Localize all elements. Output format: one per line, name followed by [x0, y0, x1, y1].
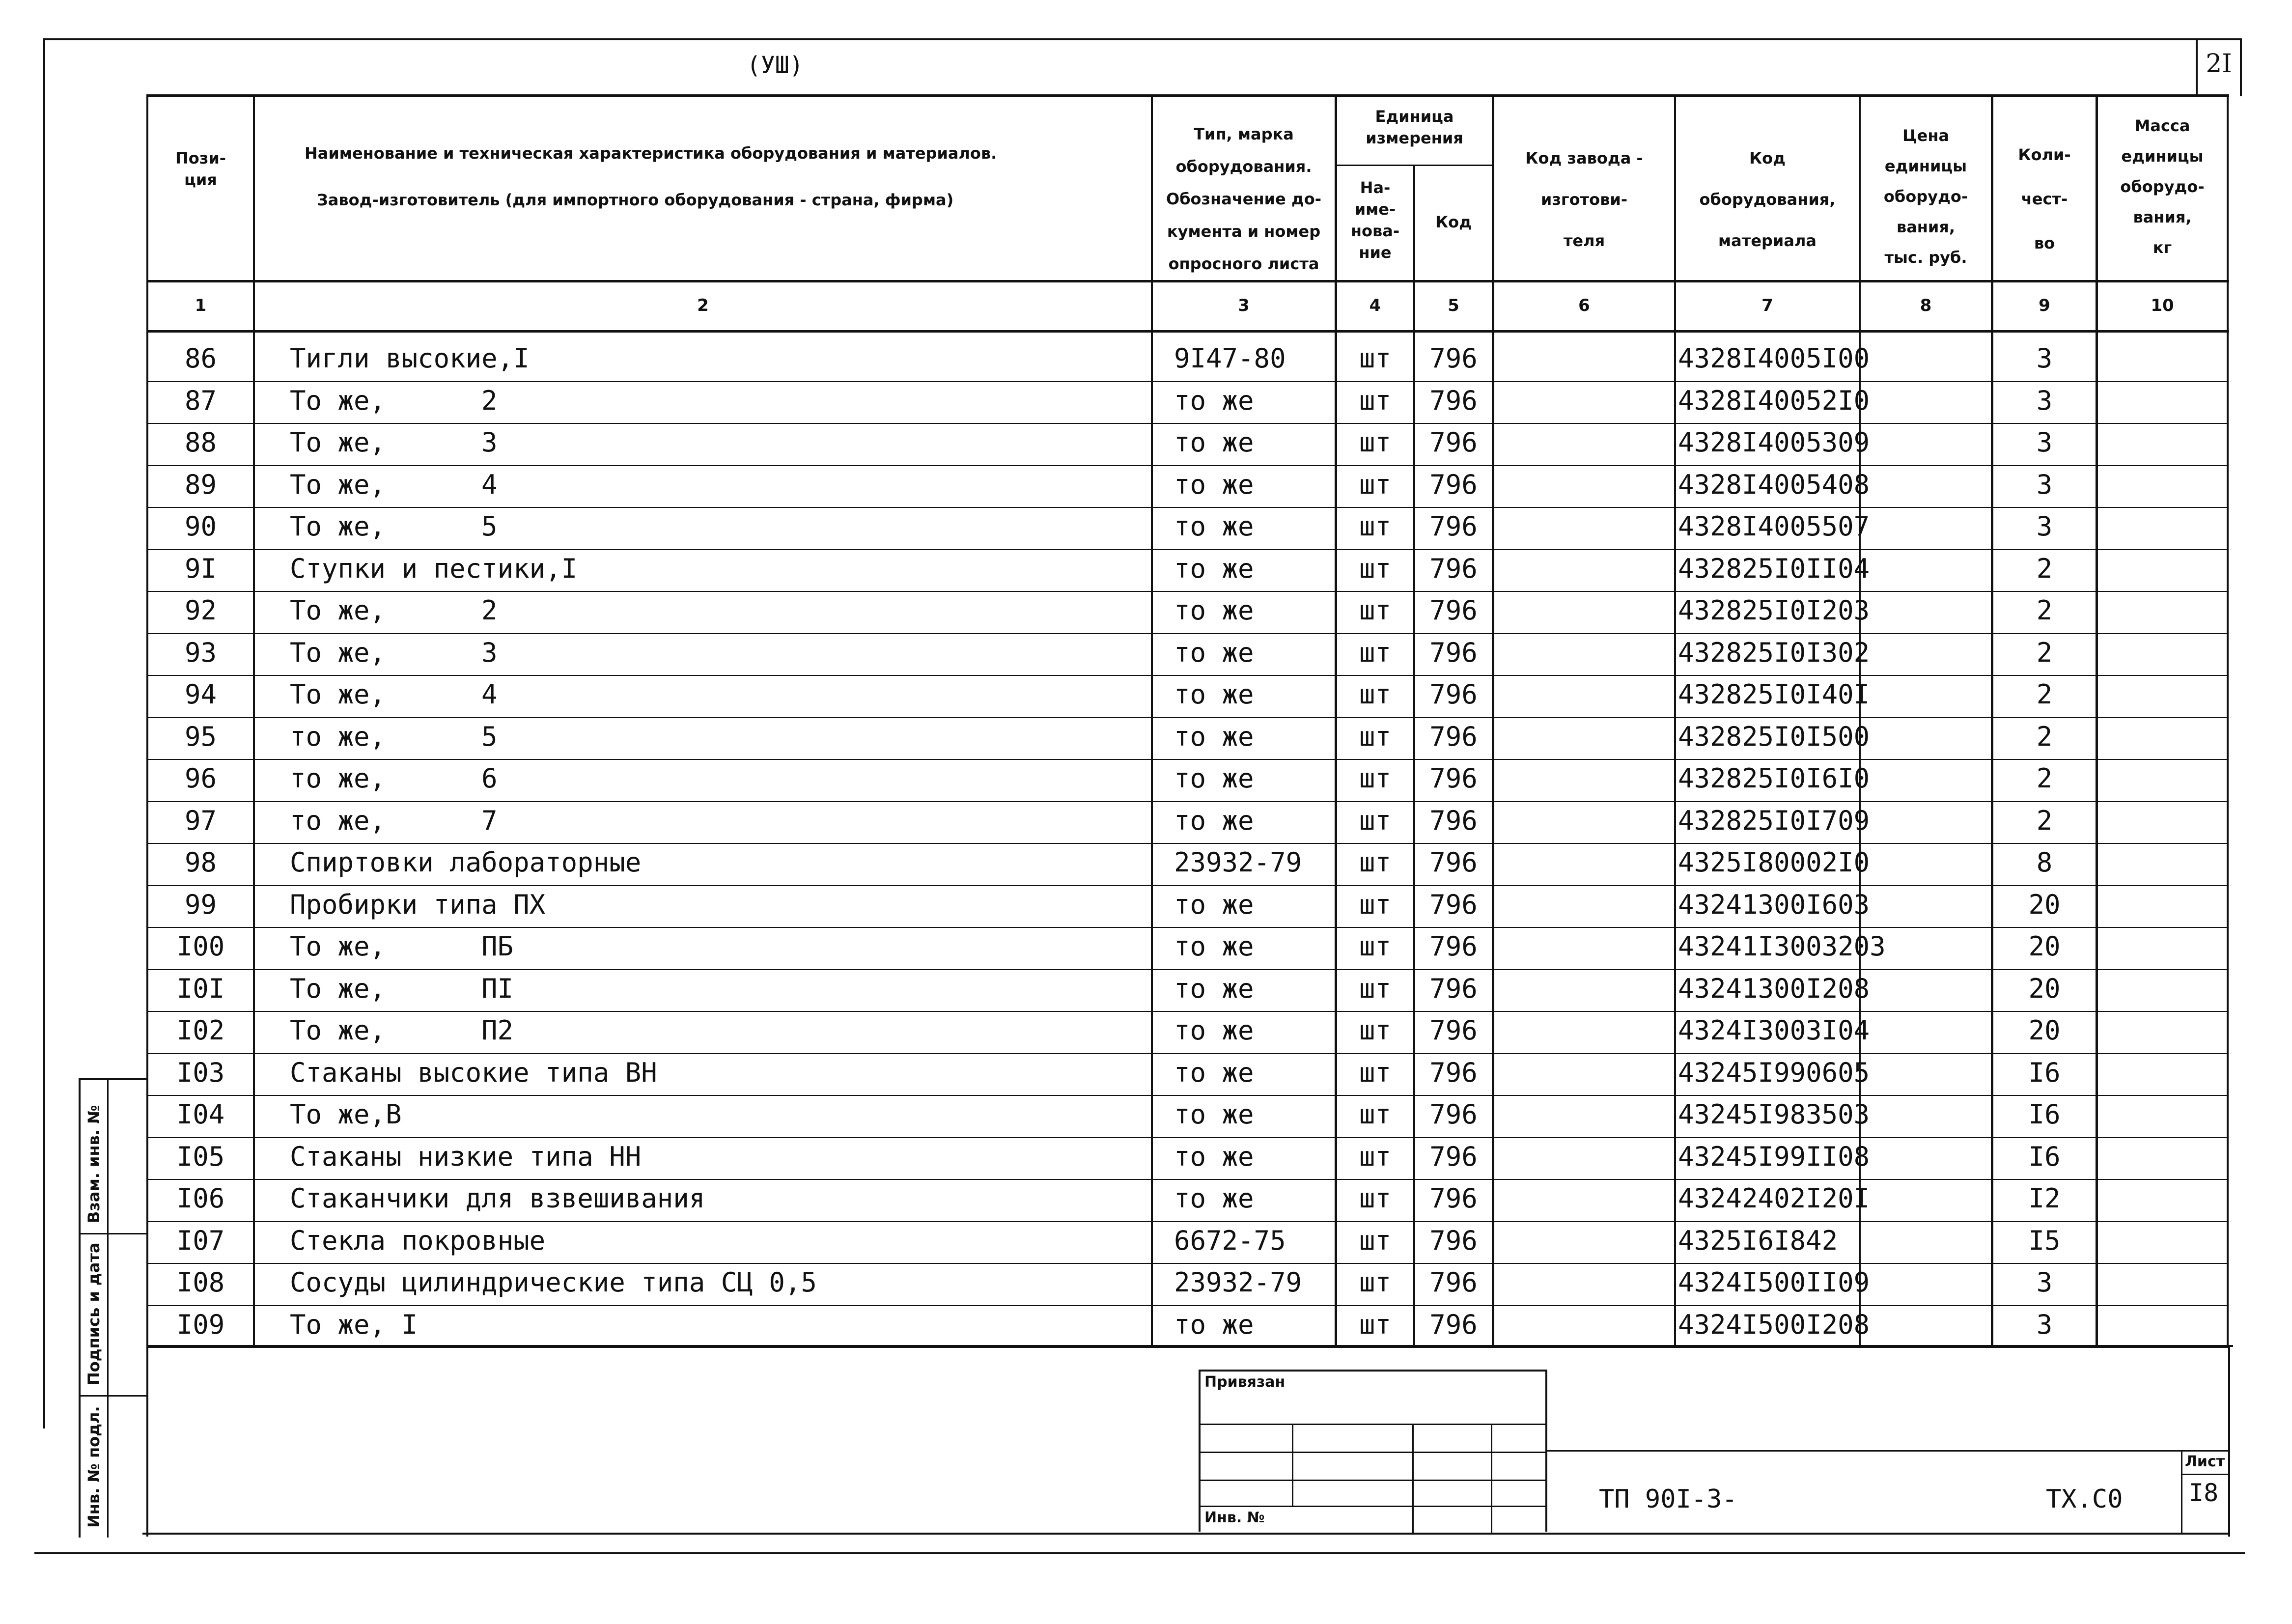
- cell-equipment-code: 4328I4005I00: [1678, 343, 1870, 374]
- cell-unit: шт: [1359, 427, 1392, 458]
- cell-quantity: 3: [2036, 511, 2053, 542]
- outer-frame-top: [43, 38, 2242, 40]
- cell-type: то же: [1174, 1099, 1254, 1130]
- cell-position: I06: [176, 1183, 225, 1214]
- colnum-1: 1: [195, 296, 207, 315]
- cell-equipment-code: 43242402I20I: [1678, 1183, 1870, 1214]
- cell-name-suffix: 2: [481, 595, 498, 626]
- cell-unit-code: 796: [1429, 1309, 1478, 1340]
- cell-unit-code: 796: [1429, 1099, 1478, 1130]
- right-frame: [2228, 1345, 2230, 1537]
- cell-type: то же: [1174, 385, 1254, 416]
- colnum-5: 5: [1448, 296, 1459, 315]
- colnum-9: 9: [2039, 296, 2050, 315]
- col-header-unit-group: Единица измерения: [1366, 107, 1463, 147]
- stamp-row-1: [1199, 1424, 1547, 1425]
- col-divider-10: [2227, 94, 2229, 1347]
- cell-quantity: 3: [2036, 385, 2053, 416]
- cell-name-suffix: 3: [481, 427, 498, 458]
- cell-unit: шт: [1359, 385, 1392, 416]
- cell-unit-code: 796: [1429, 553, 1478, 584]
- col-divider-1: [253, 94, 255, 1347]
- cell-type: то же: [1174, 427, 1254, 458]
- cell-type: 23932-79: [1174, 847, 1302, 878]
- cell-quantity: 3: [2036, 469, 2053, 500]
- cell-type: то же: [1174, 973, 1254, 1004]
- cell-quantity: I6: [2028, 1057, 2061, 1088]
- cell-name-suffix: П2: [481, 1015, 514, 1046]
- cell-position: I05: [176, 1141, 225, 1172]
- cell-unit: шт: [1359, 511, 1392, 542]
- cell-position: 93: [184, 637, 217, 668]
- cell-unit: шт: [1359, 595, 1392, 626]
- cell-quantity: 2: [2036, 763, 2053, 794]
- cell-name-suffix: 3: [481, 637, 498, 668]
- margin-inner-line: [107, 1078, 109, 1538]
- row-separator: [148, 759, 2229, 760]
- cell-position: 90: [184, 511, 217, 542]
- cell-unit-code: 796: [1429, 1183, 1478, 1214]
- cell-position: 9I: [184, 553, 217, 584]
- col-header-name: Наименование и техническая характеристика оборудования и материалов.: [305, 144, 997, 163]
- cell-position: I09: [176, 1309, 225, 1340]
- sheet-box-divider: [2181, 1474, 2230, 1475]
- colnum-10: 10: [2151, 296, 2174, 315]
- stamp-inv-label: Инв. №: [1204, 1509, 1265, 1526]
- stamp-row-2: [1199, 1452, 1547, 1453]
- cell-unit-code: 796: [1429, 595, 1478, 626]
- cell-unit: шт: [1359, 1141, 1392, 1172]
- cell-name: Стаканы высокие типа ВН: [290, 1057, 657, 1088]
- cell-quantity: 3: [2036, 343, 2053, 374]
- cell-equipment-code: 4325I80002I0: [1678, 847, 1870, 878]
- cell-name: То же,: [290, 973, 386, 1004]
- margin-inv-replace: Взам. инв. №: [84, 1105, 103, 1223]
- col-divider-2: [1151, 94, 1153, 1347]
- cell-equipment-code: 4328I4005309: [1678, 427, 1870, 458]
- cell-position: 89: [184, 469, 217, 500]
- cell-quantity: 20: [2028, 931, 2061, 962]
- stamp-bound-label: Привязан: [1204, 1373, 1286, 1391]
- cell-unit: шт: [1359, 637, 1392, 668]
- cell-unit: шт: [1359, 973, 1392, 1004]
- row-separator: [148, 1305, 2229, 1306]
- cell-equipment-code: 43241300I208: [1678, 973, 1870, 1004]
- cell-name: То же,: [290, 595, 386, 626]
- cell-unit-code: 796: [1429, 931, 1478, 962]
- row-separator: [148, 1053, 2229, 1054]
- cell-quantity: 2: [2036, 637, 2053, 668]
- cell-unit-code: 796: [1429, 1225, 1478, 1256]
- row-separator: [148, 507, 2229, 508]
- row-separator: [148, 381, 2229, 382]
- sheet-number: I8: [2189, 1479, 2219, 1507]
- cell-quantity: I6: [2028, 1099, 2061, 1130]
- cell-name: Пробирки типа ПХ: [290, 889, 546, 920]
- cell-name: то же,: [290, 805, 386, 836]
- stamp-col-2: [1412, 1424, 1414, 1533]
- cell-position: I08: [176, 1267, 225, 1298]
- margin-divider-2: [79, 1395, 147, 1397]
- cell-unit-code: 796: [1429, 973, 1478, 1004]
- cell-quantity: I6: [2028, 1141, 2061, 1172]
- cell-unit-code: 796: [1429, 469, 1478, 500]
- cell-unit-code: 796: [1429, 847, 1478, 878]
- cell-unit: шт: [1359, 847, 1392, 878]
- cell-type: то же: [1174, 595, 1254, 626]
- stamp-left: [1199, 1370, 1201, 1532]
- cell-type: то же: [1174, 1141, 1254, 1172]
- cell-unit: шт: [1359, 931, 1392, 962]
- row-separator: [148, 1179, 2229, 1180]
- bottom-frame: [142, 1533, 2230, 1535]
- cell-quantity: 20: [2028, 973, 2061, 1004]
- cell-name: То же, I: [290, 1309, 418, 1340]
- row-separator: [148, 1095, 2229, 1096]
- cell-quantity: 8: [2036, 847, 2053, 878]
- cell-equipment-code: 4328I4005408: [1678, 469, 1870, 500]
- cell-position: I0I: [176, 973, 225, 1004]
- cell-unit-code: 796: [1429, 427, 1478, 458]
- cell-name: Тигли высокие,I: [290, 343, 530, 374]
- cell-quantity: 3: [2036, 1309, 2053, 1340]
- cell-equipment-code: 432825I0I40I: [1678, 679, 1870, 710]
- cell-position: 96: [184, 763, 217, 794]
- cell-name: Сосуды цилиндрические типа СЦ 0,5: [290, 1267, 817, 1298]
- unit-group-divider: [1335, 165, 1494, 166]
- col-header-position: Пози- ция: [175, 149, 226, 189]
- cell-unit-code: 796: [1429, 1141, 1478, 1172]
- cell-type: то же: [1174, 511, 1254, 542]
- cell-type: то же: [1174, 889, 1254, 920]
- row-separator: [148, 633, 2229, 634]
- cell-unit: шт: [1359, 1183, 1392, 1214]
- cell-unit: шт: [1359, 1099, 1392, 1130]
- cell-quantity: 3: [2036, 427, 2053, 458]
- cell-unit: шт: [1359, 679, 1392, 710]
- outer-frame-bottom: [34, 1552, 2245, 1554]
- cell-name: Стаканы низкие типа НН: [290, 1141, 642, 1172]
- cell-position: 99: [184, 889, 217, 920]
- cell-name: То же,В: [290, 1099, 402, 1130]
- cell-position: I00: [176, 931, 225, 962]
- row-separator: [148, 1263, 2229, 1264]
- col-header-price: Цена единицы оборудо- вания, тыс. руб.: [1883, 126, 1968, 267]
- cell-name: То же,: [290, 679, 386, 710]
- cell-position: 97: [184, 805, 217, 836]
- row-separator: [148, 927, 2229, 928]
- cell-unit-code: 796: [1429, 1267, 1478, 1298]
- cell-name-suffix: 2: [481, 385, 498, 416]
- cell-unit: шт: [1359, 721, 1392, 752]
- cell-equipment-code: 432825I0I6I0: [1678, 763, 1870, 794]
- cell-unit-code: 796: [1429, 637, 1478, 668]
- stamp-col-1: [1292, 1424, 1293, 1507]
- cell-unit-code: 796: [1429, 721, 1478, 752]
- margin-box-left: [79, 1078, 81, 1538]
- cell-equipment-code: 4324I500II09: [1678, 1267, 1870, 1298]
- col-header-factory-code: Код завода - изготови- теля: [1525, 149, 1643, 250]
- cell-quantity: 2: [2036, 679, 2053, 710]
- outer-frame-left: [43, 38, 45, 1428]
- colnum-2: 2: [697, 296, 709, 315]
- cell-equipment-code: 4324I500I208: [1678, 1309, 1870, 1340]
- cell-unit: шт: [1359, 1225, 1392, 1256]
- cell-type: то же: [1174, 1183, 1254, 1214]
- col-divider-5: [1492, 94, 1494, 1347]
- col-header-type: Тип, марка оборудования. Обозначение до- кумента и номер опросного листа: [1166, 125, 1321, 273]
- cell-name: То же,: [290, 469, 386, 500]
- cell-name-suffix: 4: [481, 679, 498, 710]
- row-separator: [148, 1347, 2229, 1348]
- cell-equipment-code: 43245I990605: [1678, 1057, 1870, 1088]
- colnum-3: 3: [1238, 296, 1250, 315]
- cell-equipment-code: 43241300I603: [1678, 889, 1870, 920]
- cell-name-suffix: 5: [481, 721, 498, 752]
- colnum-7: 7: [1761, 296, 1773, 315]
- cell-position: 92: [184, 595, 217, 626]
- col-header-quantity: Коли- чест- во: [2018, 145, 2071, 252]
- cell-unit-code: 796: [1429, 511, 1478, 542]
- cell-type: 23932-79: [1174, 1267, 1302, 1298]
- cell-name: То же,: [290, 1015, 386, 1046]
- cell-unit: шт: [1359, 1015, 1392, 1046]
- cell-name: То же,: [290, 931, 386, 962]
- cell-equipment-code: 432825I0I302: [1678, 637, 1870, 668]
- row-separator: [148, 843, 2229, 844]
- cell-quantity: 3: [2036, 1267, 2053, 1298]
- cell-unit-code: 796: [1429, 679, 1478, 710]
- cell-quantity: 20: [2028, 1015, 2061, 1046]
- stamp-row-4: [1199, 1506, 1547, 1507]
- cell-name: то же,: [290, 721, 386, 752]
- col-divider-9: [2096, 94, 2098, 1347]
- cell-type: то же: [1174, 721, 1254, 752]
- cell-type: то же: [1174, 763, 1254, 794]
- header-bottom-border: [146, 280, 2229, 282]
- cell-name: То же,: [290, 427, 386, 458]
- cell-unit: шт: [1359, 1309, 1392, 1340]
- col-header-equipment-code: Код оборудования, материала: [1699, 149, 1836, 250]
- title-block-top: [1547, 1450, 2230, 1452]
- cell-name: Спиртовки лабораторные: [290, 847, 642, 878]
- cell-quantity: 2: [2036, 553, 2053, 584]
- col-header-unit-code: Код: [1435, 213, 1472, 231]
- row-separator: [148, 465, 2229, 466]
- margin-box-top: [79, 1078, 147, 1080]
- page-box-right: [2240, 38, 2242, 96]
- sheet-label: Лист: [2185, 1453, 2225, 1470]
- cell-position: 94: [184, 679, 217, 710]
- stamp-col-3: [1491, 1424, 1492, 1533]
- cell-type: то же: [1174, 553, 1254, 584]
- cell-unit: шт: [1359, 1267, 1392, 1298]
- cell-unit: шт: [1359, 343, 1392, 374]
- cell-position: 88: [184, 427, 217, 458]
- cell-quantity: I5: [2028, 1225, 2061, 1256]
- cell-quantity: 2: [2036, 721, 2053, 752]
- cell-equipment-code: 43245I983503: [1678, 1099, 1870, 1130]
- col-header-manufacturer: Завод-изготовитель (для импортного оборудования - страна, фирма): [317, 191, 954, 209]
- row-separator: [148, 675, 2229, 676]
- cell-position: I02: [176, 1015, 225, 1046]
- cell-type: то же: [1174, 469, 1254, 500]
- cell-name: Стекла покровные: [290, 1225, 546, 1256]
- row-separator: [148, 1011, 2229, 1012]
- cell-type: то же: [1174, 805, 1254, 836]
- colnum-6: 6: [1578, 296, 1590, 315]
- cell-name: То же,: [290, 637, 386, 668]
- cell-quantity: I2: [2028, 1183, 2061, 1214]
- section-label: (УШ): [747, 52, 804, 79]
- cell-quantity: 20: [2028, 889, 2061, 920]
- col-divider-6: [1674, 94, 1676, 1347]
- cell-name-suffix: 7: [481, 805, 498, 836]
- cell-position: 98: [184, 847, 217, 878]
- col-header-unit-name: На- име- нова- ние: [1350, 178, 1400, 262]
- cell-name-suffix: 5: [481, 511, 498, 542]
- cell-name: то же,: [290, 763, 386, 794]
- cell-name-suffix: ПI: [481, 973, 514, 1004]
- cell-unit: шт: [1359, 1057, 1392, 1088]
- sheet-box-left: [2181, 1450, 2182, 1534]
- cell-name-suffix: ПБ: [481, 931, 514, 962]
- cell-unit: шт: [1359, 553, 1392, 584]
- cell-position: 87: [184, 385, 217, 416]
- page-number: 2I: [2206, 49, 2232, 79]
- cell-name: Ступки и пестики,I: [290, 553, 578, 584]
- cell-equipment-code: 432825I0II04: [1678, 553, 1870, 584]
- colnum-8: 8: [1920, 296, 1932, 315]
- cell-position: I07: [176, 1225, 225, 1256]
- cell-equipment-code: 4328I4005507: [1678, 511, 1870, 542]
- margin-divider-1: [79, 1233, 147, 1234]
- cell-type: то же: [1174, 637, 1254, 668]
- col-header-mass: Масса единицы оборудо- вания, кг: [2120, 116, 2205, 257]
- cell-equipment-code: 4325I6I842: [1678, 1225, 1838, 1256]
- row-separator: [148, 717, 2229, 718]
- row-separator: [148, 549, 2229, 550]
- cell-equipment-code: 432825I0I709: [1678, 805, 1870, 836]
- cell-name: То же,: [290, 511, 386, 542]
- cell-position: 95: [184, 721, 217, 752]
- stamp-row-3: [1199, 1480, 1547, 1481]
- row-separator: [148, 885, 2229, 886]
- cell-type: то же: [1174, 1015, 1254, 1046]
- row-separator: [148, 591, 2229, 592]
- cell-type: 6672-75: [1174, 1225, 1286, 1256]
- cell-quantity: 2: [2036, 595, 2053, 626]
- margin-sign-date: Подпись и дата: [84, 1242, 103, 1385]
- cell-unit: шт: [1359, 763, 1392, 794]
- colnum-4: 4: [1369, 296, 1381, 315]
- colnum-bottom-border: [146, 330, 2229, 333]
- cell-position: I03: [176, 1057, 225, 1088]
- cell-equipment-code: 43241I3003203: [1678, 931, 1886, 962]
- cell-name: Стаканчики для взвешивания: [290, 1183, 705, 1214]
- cell-unit: шт: [1359, 889, 1392, 920]
- cell-name: То же,: [290, 385, 386, 416]
- cell-type: то же: [1174, 931, 1254, 962]
- cell-name-suffix: 6: [481, 763, 498, 794]
- cell-name-suffix: 4: [481, 469, 498, 500]
- row-separator: [148, 801, 2229, 802]
- cell-equipment-code: 43245I99II08: [1678, 1141, 1870, 1172]
- cell-type: то же: [1174, 1309, 1254, 1340]
- cell-type: 9I47-80: [1174, 343, 1286, 374]
- row-separator: [148, 1137, 2229, 1138]
- cell-unit-code: 796: [1429, 889, 1478, 920]
- cell-equipment-code: 432825I0I500: [1678, 721, 1870, 752]
- cell-unit-code: 796: [1429, 385, 1478, 416]
- cell-unit-code: 796: [1429, 343, 1478, 374]
- cell-unit-code: 796: [1429, 1015, 1478, 1046]
- cell-unit-code: 796: [1429, 763, 1478, 794]
- cell-equipment-code: 432825I0I203: [1678, 595, 1870, 626]
- cell-equipment-code: 4328I40052I0: [1678, 385, 1870, 416]
- document-suffix: ТХ.С0: [2046, 1484, 2123, 1514]
- row-separator: [148, 969, 2229, 970]
- cell-unit: шт: [1359, 805, 1392, 836]
- row-separator: [148, 1221, 2229, 1222]
- row-separator: [148, 423, 2229, 424]
- cell-unit: шт: [1359, 469, 1392, 500]
- cell-equipment-code: 4324I3003I04: [1678, 1015, 1870, 1046]
- stamp-top: [1199, 1370, 1547, 1372]
- cell-unit-code: 796: [1429, 1057, 1478, 1088]
- cell-position: 86: [184, 343, 217, 374]
- cell-type: то же: [1174, 679, 1254, 710]
- cell-quantity: 2: [2036, 805, 2053, 836]
- document-code: ТП 90I-3-: [1599, 1484, 1737, 1514]
- cell-position: I04: [176, 1099, 225, 1130]
- table-top-border: [146, 94, 2229, 97]
- cell-unit-code: 796: [1429, 805, 1478, 836]
- cell-type: то же: [1174, 1057, 1254, 1088]
- margin-inv-original: Инв. № подл.: [84, 1406, 103, 1528]
